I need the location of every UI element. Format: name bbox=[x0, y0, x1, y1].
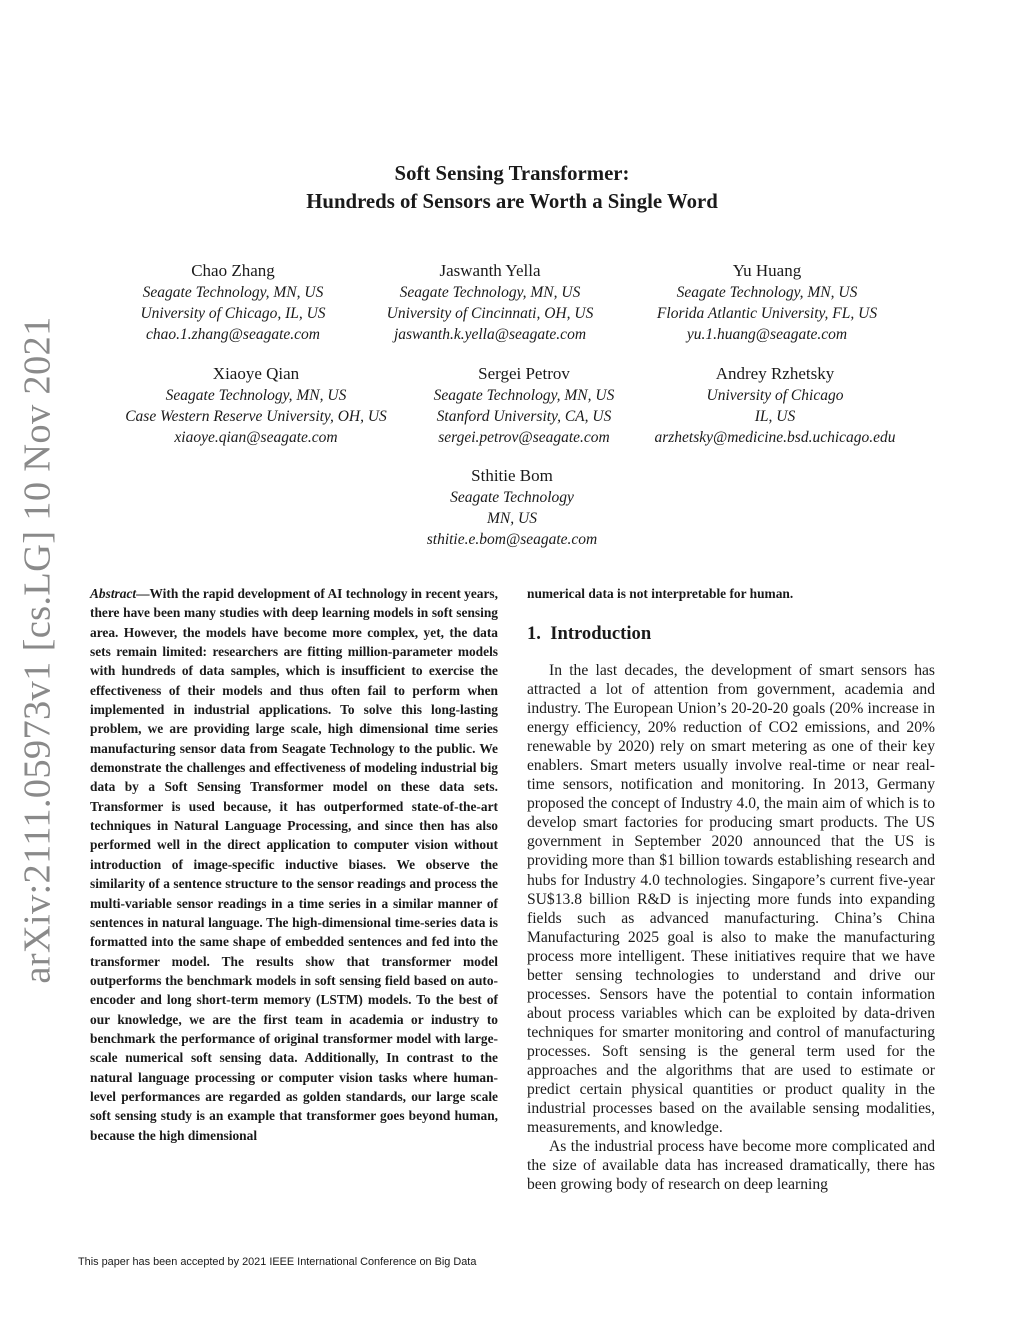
arxiv-stamp-text: arXiv:2111.05973v1 [cs.LG] 10 Nov 2021 bbox=[17, 316, 60, 984]
author-block bbox=[617, 363, 933, 448]
author-email: chao.1.zhang@seagate.com bbox=[146, 326, 320, 343]
author-block bbox=[83, 260, 383, 345]
author-affiliation: Seagate Technology, MN, US bbox=[165, 387, 347, 404]
author-name: Chao Zhang bbox=[191, 261, 275, 280]
author-block bbox=[96, 363, 416, 448]
author-email: yu.1.huang@seagate.com bbox=[686, 326, 848, 343]
author-email: sergei.petrov@seagate.com bbox=[438, 429, 610, 446]
abstract-text: With the rapid development of AI technology in recent years, there have been many studies with deep learning models in soft sensing area. However, the models have become more complex, yet, the data sets remain limited: researchers are fitting million-parameter models with hundreds of data samples, which is insufficient to exercise the effectiveness of their models and thus often fail to perform when implemented in industrial applications. To solve this long-lasting problem, we are providing large scale, high dimensional time series manufacturing sensor data from Seagate Technology to the public. We demonstrate the challenges and effectiveness of modeling industrial big data by a Soft Sensing Transformer model on these data sets. Transformer is used because, it has outperformed state-of-the-art techniques in Natural Language Processing, and since then has also performed well in the direct application to computer vision without introduction of image-specific inductive biases. We observe the similarity of a sentence structure to the sensor readings and process the multi-variable sensor readings in a time series in a similar manner of sentences in natural language. The high-dimensional time-series data is formatted into the same shape of embedded sentences and fed into the transformer model. The results show that transformer model outperforms the benchmark models in soft sensing field based on auto-encoder and long short-term memory (LSTM) models. To the best of our knowledge, we are the first team in academia or industry to benchmark the performance of original transformer model with large-scale numerical soft sensing data. Additionally, In contrast to the natural language processing or computer vision tasks where human-level performances are regarded as golden standards, our large scale soft sensing study is an example that transformer goes beyond human, because the high dimensional bbox=[90, 586, 498, 1143]
author-name: Xiaoye Qian bbox=[212, 364, 300, 383]
author-affiliation: Seagate Technology, MN, US bbox=[433, 387, 615, 404]
author-affiliation: Stanford University, CA, US bbox=[436, 408, 612, 425]
author-block bbox=[362, 465, 662, 550]
abstract-continuation bbox=[527, 584, 935, 603]
author-affiliation: IL, US bbox=[754, 408, 796, 425]
author-affiliation: University of Chicago bbox=[706, 387, 844, 404]
title-line-1: Soft Sensing Transformer: bbox=[394, 162, 630, 185]
author-affiliation: University of Cincinnati, OH, US bbox=[386, 305, 594, 322]
author-affiliation: Seagate Technology bbox=[450, 489, 574, 506]
author-affiliation: Seagate Technology, MN, US bbox=[676, 284, 858, 301]
section-number: 1. bbox=[527, 623, 541, 644]
paragraph: As the industrial process have become more complicated and the size of available data has increased dramatically, there has been growing body of research on deep learning bbox=[527, 1138, 935, 1194]
author-block bbox=[617, 260, 917, 345]
author-name: Andrey Rzhetsky bbox=[715, 364, 835, 383]
author-name: Sthitie Bom bbox=[471, 466, 553, 485]
title-line-2: Hundreds of Sensors are Worth a Single Word bbox=[306, 190, 718, 213]
introduction-body bbox=[527, 661, 935, 1194]
abstract bbox=[90, 584, 498, 1145]
abstract-dash: — bbox=[136, 586, 150, 601]
arxiv-stamp bbox=[8, 316, 68, 984]
abstract-label: Abstract bbox=[90, 586, 137, 601]
author-email: xiaoye.qian@seagate.com bbox=[174, 429, 338, 446]
author-affiliation: Case Western Reserve University, OH, US bbox=[125, 408, 387, 425]
author-name: Jaswanth Yella bbox=[439, 261, 541, 280]
author-affiliation: Florida Atlantic University, FL, US bbox=[656, 305, 878, 322]
author-email: arzhetsky@medicine.bsd.uchicago.edu bbox=[654, 429, 896, 446]
paragraph: In the last decades, the development of smart sensors has attracted a lot of attention from government, academia and industry. The European Union’s 20-20-20 goals (20% increase in energy efficiency, 20% reduction of CO2 emissions, and 20% renewable by 2020) rely on smart metering as one of their key enablers. Smart meters usually involve real-time or near real-time sensors, notification and monitoring. In 2013, Germany proposed the concept of Industry 4.0, the main aim of which is to develop smart factories for producing smart products. The US government in September 2020 announced that the US is providing more than $1 billion towards establishing research and hubs for Industry 4.0 technologies. Singapore’s current five-year SU$13.8 billion R&D is injecting more funds into expanding fields such as advanced manufacturing. China’s China Manufacturing 2025 goal is also to make the manufacturing process more intelligent. These initiatives require that we have better sensing technologies to understand and drive our processes. Sensors have the potential to contain information about process variables which can be exploited by data-driven techniques for smarter monitoring and control of manufacturing processes. Soft sensing is the general term used for the approaches and the algorithms that are used to estimate or predict certain physical quantities or product quality in the industrial processes based on the available sensing modalities, measurements, and knowledge. bbox=[527, 662, 935, 1137]
author-affiliation: MN, US bbox=[487, 510, 537, 527]
author-email: jaswanth.k.yella@seagate.com bbox=[393, 326, 587, 343]
section-title: Introduction bbox=[550, 623, 652, 644]
acceptance-footnote: This paper has been accepted by 2021 IEEE International Conference on Big Data bbox=[78, 1256, 477, 1268]
author-block bbox=[340, 260, 640, 345]
author-name: Sergei Petrov bbox=[478, 364, 570, 383]
paper-title bbox=[100, 160, 924, 216]
section-heading bbox=[527, 622, 651, 646]
author-affiliation: Seagate Technology, MN, US bbox=[142, 284, 324, 301]
author-affiliation: Seagate Technology, MN, US bbox=[399, 284, 581, 301]
author-affiliation: University of Chicago, IL, US bbox=[140, 305, 326, 322]
abstract-continuation-text: numerical data is not interpretable for human. bbox=[527, 586, 794, 601]
author-email: sthitie.e.bom@seagate.com bbox=[426, 531, 598, 548]
author-name: Yu Huang bbox=[732, 261, 802, 280]
